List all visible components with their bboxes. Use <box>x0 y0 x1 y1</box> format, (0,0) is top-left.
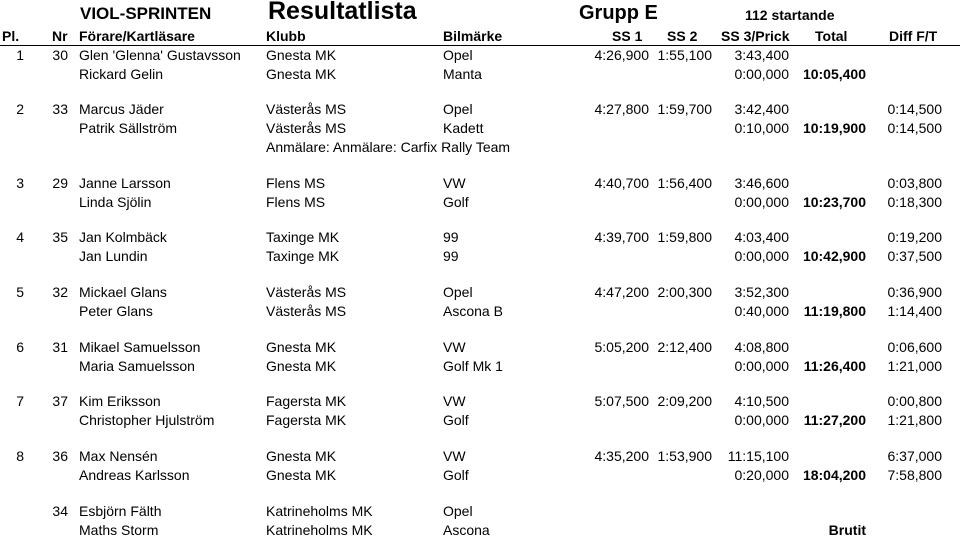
codriver-diff: 0:18,300 <box>887 194 942 210</box>
driver-club: Gnesta MK <box>266 448 337 464</box>
driver-ss3: 4:03,400 <box>734 229 789 245</box>
codriver-total: 10:42,900 <box>802 248 866 264</box>
codriver-total: 11:26,400 <box>803 358 866 374</box>
driver-ss1: 4:27,800 <box>594 101 649 117</box>
driver-name: Marcus Jäder <box>79 101 164 117</box>
col-ss1: SS 1 <box>612 28 643 44</box>
start-number: 37 <box>52 393 68 409</box>
driver-name: Max Nensén <box>79 448 158 464</box>
codriver-club: Västerås MS <box>266 120 347 136</box>
codriver-club: Fagersta MK <box>266 412 347 428</box>
codriver-car: Golf <box>443 412 469 428</box>
group-label: Grupp E <box>579 2 658 24</box>
driver-name: Mikael Samuelsson <box>79 339 201 355</box>
driver-ss2: 2:00,300 <box>657 284 712 300</box>
driver-diff: 0:19,200 <box>887 229 942 245</box>
driver-club: Taxinge MK <box>266 229 340 245</box>
entrant-note: Anmälare: Anmälare: Carfix Rally Team <box>266 139 511 155</box>
driver-ss1: 5:07,500 <box>594 393 649 409</box>
driver-ss3: 3:42,400 <box>734 101 789 117</box>
codriver-total: 11:19,800 <box>803 303 866 319</box>
driver-ss3: 11:15,100 <box>727 448 789 464</box>
start-number: 30 <box>52 47 68 63</box>
codriver-name: Rickard Gelin <box>79 66 164 82</box>
driver-ss2: 1:55,100 <box>657 47 712 63</box>
codriver-name: Peter Glans <box>79 303 153 319</box>
start-number: 35 <box>52 229 68 245</box>
codriver-total: Brutit <box>828 522 866 538</box>
col-club: Klubb <box>266 28 306 44</box>
driver-ss2: 1:56,400 <box>657 175 712 191</box>
start-number: 31 <box>52 339 68 355</box>
codriver-club: Gnesta MK <box>266 467 337 483</box>
driver-club: Gnesta MK <box>266 47 337 63</box>
codriver-car: Golf <box>443 467 469 483</box>
driver-diff: 6:37,000 <box>887 448 942 464</box>
driver-car: Opel <box>443 284 473 300</box>
start-number: 33 <box>52 101 68 117</box>
codriver-club: Flens MS <box>266 194 326 210</box>
start-number: 34 <box>52 503 68 519</box>
driver-ss3: 4:08,800 <box>734 339 789 355</box>
driver-club: Västerås MS <box>266 284 347 300</box>
codriver-car: Ascona <box>443 522 490 538</box>
codriver-car: Kadett <box>443 120 484 136</box>
col-nr: Nr <box>52 28 68 44</box>
codriver-ss3: 0:00,000 <box>734 248 789 264</box>
col-diff: Diff F/T <box>889 28 938 44</box>
driver-ss1: 4:47,200 <box>594 284 649 300</box>
placement: 3 <box>16 175 24 191</box>
codriver-name: Maria Samuelsson <box>79 358 195 374</box>
codriver-ss3: 0:10,000 <box>734 120 789 136</box>
driver-name: Glen 'Glenna' Gustavsson <box>79 47 241 63</box>
codriver-name: Maths Storm <box>79 522 159 538</box>
codriver-diff: 0:14,500 <box>887 120 942 136</box>
driver-ss3: 3:52,300 <box>734 284 789 300</box>
driver-club: Katrineholms MK <box>266 503 373 519</box>
codriver-total: 10:05,400 <box>802 66 866 82</box>
codriver-club: Gnesta MK <box>266 358 337 374</box>
codriver-club: Taxinge MK <box>266 248 340 264</box>
codriver-ss3: 0:20,000 <box>734 467 789 483</box>
driver-ss1: 4:35,200 <box>594 448 649 464</box>
codriver-ss3: 0:00,000 <box>734 194 789 210</box>
codriver-diff: 7:58,800 <box>887 467 942 483</box>
codriver-car: Golf <box>443 194 469 210</box>
driver-name: Jan Kolmbäck <box>79 229 167 245</box>
placement: 5 <box>16 284 24 300</box>
placement: 7 <box>16 393 24 409</box>
codriver-club: Gnesta MK <box>266 66 337 82</box>
driver-car: Opel <box>443 47 473 63</box>
codriver-total: 10:23,700 <box>802 194 866 210</box>
col-pl: Pl. <box>2 28 20 44</box>
codriver-car: Golf Mk 1 <box>443 358 503 374</box>
codriver-name: Linda Sjölin <box>79 194 152 210</box>
codriver-car: Manta <box>443 66 482 82</box>
driver-ss3: 4:10,500 <box>734 393 789 409</box>
page-title: Resultatlista <box>268 0 417 25</box>
placement: 8 <box>16 448 24 464</box>
driver-ss2: 1:59,800 <box>657 229 712 245</box>
start-number: 29 <box>52 175 68 191</box>
starters-count: 112 startande <box>745 7 835 23</box>
driver-diff: 0:06,600 <box>887 339 942 355</box>
driver-club: Gnesta MK <box>266 339 337 355</box>
driver-ss3: 3:46,600 <box>734 175 789 191</box>
col-ss2: SS 2 <box>667 28 698 44</box>
col-driver: Förare/Kartläsare <box>79 28 195 44</box>
driver-ss1: 5:05,200 <box>594 339 649 355</box>
codriver-club: Katrineholms MK <box>266 522 373 538</box>
driver-car: VW <box>443 393 466 409</box>
codriver-diff: 1:21,000 <box>887 358 942 374</box>
codriver-ss3: 0:00,000 <box>734 358 789 374</box>
driver-diff: 0:03,800 <box>887 175 942 191</box>
driver-car: Opel <box>443 101 473 117</box>
placement: 4 <box>16 229 24 245</box>
driver-ss2: 1:53,900 <box>657 448 712 464</box>
codriver-ss3: 0:00,000 <box>734 66 789 82</box>
driver-ss1: 4:39,700 <box>594 229 649 245</box>
codriver-car: Ascona B <box>443 303 503 319</box>
codriver-ss3: 0:40,000 <box>734 303 789 319</box>
codriver-diff: 1:14,400 <box>887 303 942 319</box>
codriver-name: Andreas Karlsson <box>79 467 190 483</box>
start-number: 32 <box>52 284 68 300</box>
placement: 2 <box>16 101 24 117</box>
driver-car: Opel <box>443 503 473 519</box>
codriver-car: 99 <box>443 248 459 264</box>
driver-diff: 0:14,500 <box>887 101 942 117</box>
driver-car: VW <box>443 339 466 355</box>
placement: 6 <box>16 339 24 355</box>
col-total: Total <box>815 28 848 44</box>
driver-car: VW <box>443 175 466 191</box>
driver-ss3: 3:43,400 <box>734 47 789 63</box>
codriver-name: Patrik Sällström <box>79 120 178 136</box>
driver-diff: 0:36,900 <box>887 284 942 300</box>
driver-car: 99 <box>443 229 459 245</box>
codriver-ss3: 0:00,000 <box>734 412 789 428</box>
driver-ss2: 2:12,400 <box>657 339 712 355</box>
driver-diff: 0:00,800 <box>887 393 942 409</box>
codriver-total: 11:27,200 <box>803 412 866 428</box>
driver-club: Västerås MS <box>266 101 347 117</box>
driver-ss1: 4:40,700 <box>594 175 649 191</box>
codriver-diff: 0:37,500 <box>887 248 942 264</box>
driver-club: Flens MS <box>266 175 326 191</box>
driver-ss2: 1:59,700 <box>657 101 712 117</box>
driver-name: Mickael Glans <box>79 284 167 300</box>
start-number: 36 <box>52 448 68 464</box>
col-ss3: SS 3/Prick <box>721 28 790 44</box>
driver-name: Esbjörn Fälth <box>79 503 162 519</box>
driver-club: Fagersta MK <box>266 393 347 409</box>
driver-name: Janne Larsson <box>79 175 171 191</box>
event-name: VIOL-SPRINTEN <box>80 4 212 23</box>
driver-car: VW <box>443 448 466 464</box>
codriver-club: Västerås MS <box>266 303 347 319</box>
codriver-name: Christopher Hjulström <box>79 412 215 428</box>
codriver-total: 10:19,900 <box>802 120 866 136</box>
codriver-total: 18:04,200 <box>802 467 866 483</box>
placement: 1 <box>16 47 24 63</box>
driver-ss2: 2:09,200 <box>657 393 712 409</box>
codriver-name: Jan Lundin <box>79 248 148 264</box>
codriver-diff: 1:21,800 <box>887 412 942 428</box>
driver-name: Kim Eriksson <box>79 393 161 409</box>
driver-ss1: 4:26,900 <box>594 47 649 63</box>
col-car: Bilmärke <box>443 28 503 44</box>
